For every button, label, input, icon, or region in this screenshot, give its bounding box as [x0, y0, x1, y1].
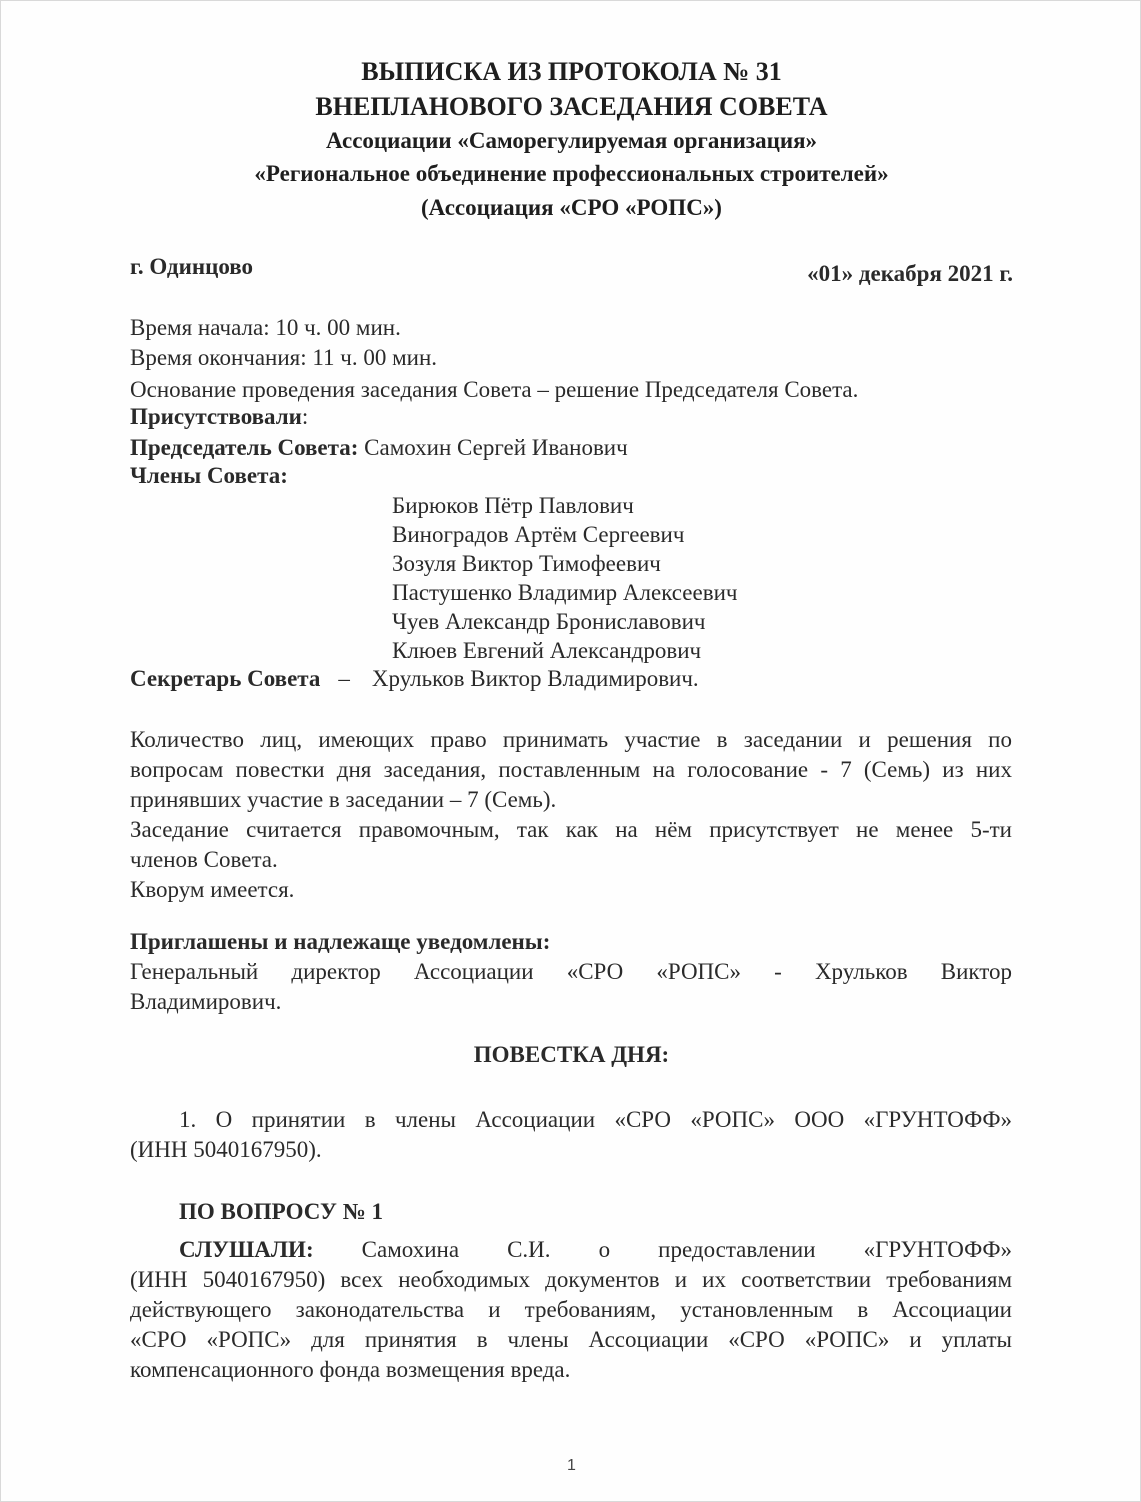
- member-name: Пастушенко Владимир Алексеевич: [392, 580, 738, 605]
- present-label: Присутствовали: [130, 404, 302, 429]
- quorum-status: Кворум имеется.: [130, 877, 295, 902]
- paragraph-line: «СРО «РОПС» для принятия в члены Ассоциации «СРО «РОПС» и уплаты: [130, 1327, 1012, 1352]
- secretary-dash: –: [338, 666, 350, 691]
- question-title: ПО ВОПРОСУ № 1: [179, 1199, 384, 1224]
- organization-full-name: «Региональное объединение профессиональных строителей»: [254, 161, 889, 186]
- heard-label: СЛУШАЛИ:: [179, 1237, 314, 1262]
- paragraph-line: вопросам повестки дня заседания, поставленным на голосование - 7 (Семь) из них: [130, 757, 1012, 782]
- member-name: Чуев Александр Брониславович: [392, 609, 706, 634]
- members-label: Члены Совета:: [130, 463, 288, 488]
- page-number: 1: [567, 1457, 576, 1474]
- start-time: Время начала: 10 ч. 00 мин.: [130, 315, 401, 340]
- member-name: Зозуля Виктор Тимофеевич: [392, 551, 661, 576]
- paragraph-line: принявших участие в заседании – 7 (Семь).: [130, 787, 557, 812]
- present-colon: :: [301, 404, 309, 429]
- document-title: ВЫПИСКА ИЗ ПРОТОКОЛА № 31: [361, 57, 782, 86]
- meeting-place: г. Одинцово: [130, 254, 254, 279]
- member-name: Бирюков Пётр Павлович: [392, 493, 634, 518]
- organization-short-name: (Ассоциация «СРО «РОПС»): [421, 195, 722, 220]
- paragraph-line: 1. О принятии в члены Ассоциации «СРО «РОПС» ООО «ГРУНТОФФ»: [179, 1107, 1012, 1132]
- heard-text: Самохина С.И. о предоставлении «ГРУНТОФФ»: [361, 1237, 1012, 1262]
- invited-label: Приглашены и надлежаще уведомлены:: [130, 929, 551, 954]
- paragraph-line: компенсационного фонда возмещения вреда.: [130, 1357, 571, 1382]
- secretary-line: [130, 666, 699, 692]
- chair-name: Самохин Сергей Иванович: [358, 435, 628, 460]
- meeting-basis: Основание проведения заседания Совета – решение Председателя Совета.: [130, 377, 859, 402]
- invited-paragraph: [130, 957, 1012, 1017]
- paragraph-line: Количество лиц, имеющих право принимать участие в заседании и решения по: [130, 727, 1012, 752]
- agenda-item-1-cont: [130, 1135, 1012, 1165]
- heard-paragraph: [130, 1265, 1012, 1385]
- paragraph-line: Владимирович.: [130, 989, 282, 1014]
- document-subtitle: ВНЕПЛАНОВОГО ЗАСЕДАНИЯ СОВЕТА: [315, 92, 828, 121]
- paragraph-line: (ИНН 5040167950).: [130, 1137, 322, 1162]
- meeting-date: «01» декабря 2021 г.: [807, 261, 1013, 286]
- organization-name-line: Ассоциации «Саморегулируемая организация»: [325, 128, 818, 153]
- agenda-title: ПОВЕСТКА ДНЯ:: [473, 1042, 670, 1067]
- quorum-paragraph: [130, 725, 1012, 905]
- paragraph-line: Заседание считается правомочным, так как на нём присутствует не менее 5-ти: [130, 817, 1012, 842]
- paragraph-line: действующего законодательства и требованиям, установленным в Ассоциации: [130, 1297, 1012, 1322]
- heard-line: [179, 1235, 1012, 1265]
- paragraph-line: Генеральный директор Ассоциации «СРО «РОПС» - Хрульков Виктор: [130, 959, 1012, 984]
- chair-label: Председатель Совета:: [130, 435, 359, 460]
- agenda-item-1: [179, 1105, 1012, 1135]
- end-time: Время окончания: 11 ч. 00 мин.: [130, 345, 437, 370]
- paragraph-line: членов Совета.: [130, 847, 278, 872]
- chair-line: [130, 435, 628, 461]
- secretary-label: Секретарь Совета: [130, 666, 321, 691]
- present-heading: [130, 404, 308, 430]
- member-name: Клюев Евгений Александрович: [392, 638, 702, 663]
- secretary-name: Хрульков Виктор Владимирович.: [371, 666, 699, 691]
- paragraph-line: (ИНН 5040167950) всех необходимых документов и их соответствии требованиям: [130, 1267, 1012, 1292]
- member-name: Виноградов Артём Сергеевич: [392, 522, 685, 547]
- heard-first-line: [179, 1235, 1012, 1265]
